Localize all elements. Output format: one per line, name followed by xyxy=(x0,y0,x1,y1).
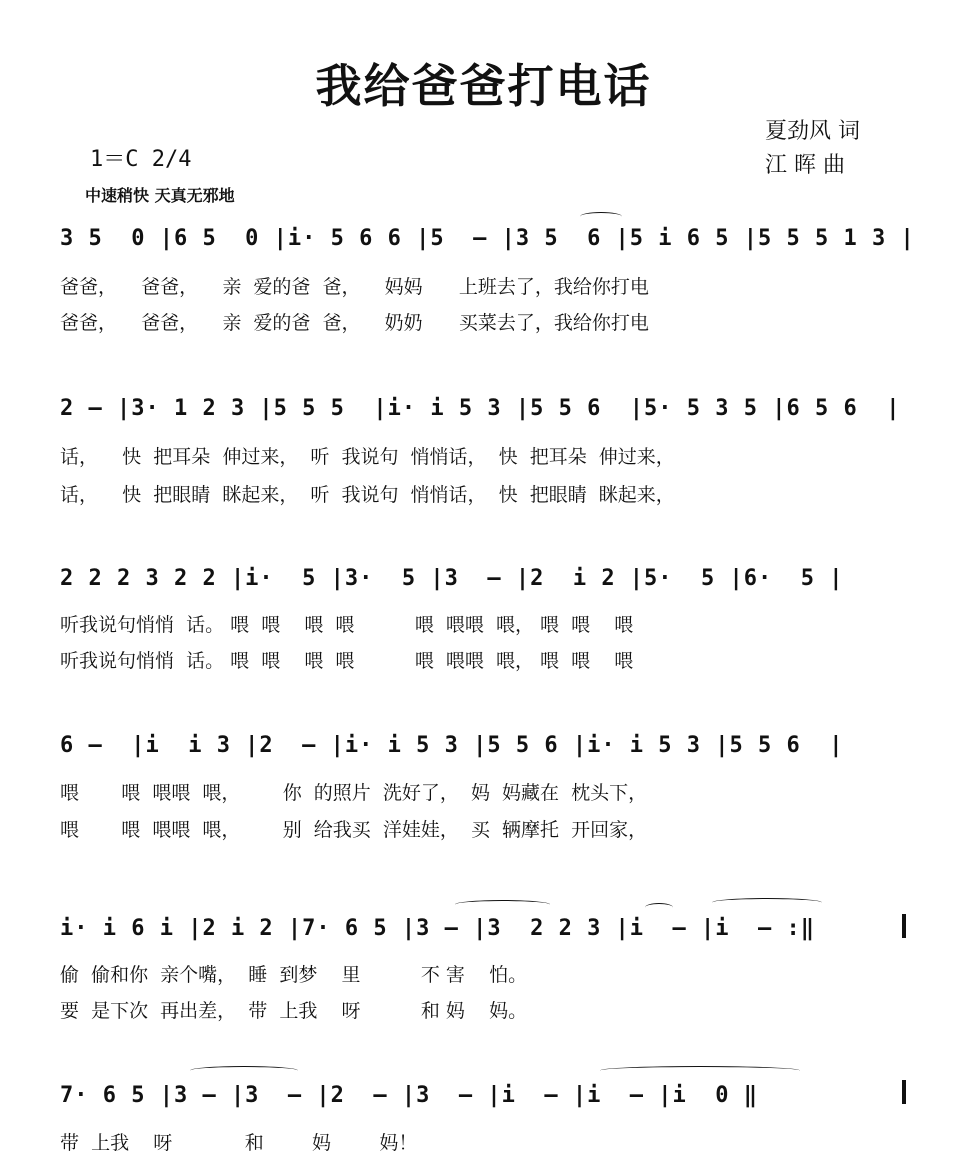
tie-mark xyxy=(600,1066,800,1075)
key-signature: 1＝C 2/4 xyxy=(90,147,192,172)
lyricist-credit: 夏劲风 词 xyxy=(765,119,860,144)
notation-line-3: 2 2 2 3 2 2 |i· 5 |3· 5 |3 – |2 i 2 |5· 5 |6· 5 | xyxy=(60,566,844,591)
tie-mark xyxy=(712,898,822,907)
tempo-marking: 中速稍快 天真无邪地 xyxy=(85,186,235,205)
lyrics-verse1-line-2: 话， 快 把耳朵 伸过来， 听 我说句 悄悄话， 快 把耳朵 伸过来， xyxy=(60,446,675,468)
slur-mark xyxy=(580,212,622,221)
repeat-barline xyxy=(902,914,906,938)
lyrics-verse2-line-3: 听我说句悄悄 话。 喂 喂 喂 喂 喂 喂喂 喂， 喂 喂 喂 xyxy=(60,650,634,672)
lyrics-verse2-line-4: 喂 喂 喂喂 喂， 别 给我买 洋娃娃， 买 辆摩托 开回家， xyxy=(60,819,648,841)
notation-line-1: 3 5 0 |6 5 0 |i· 5 6 6 |5 – |3 5 6 |5 i 6 5 |5 5 5 1 3 | xyxy=(60,226,915,251)
lyrics-verse2-line-5: 要 是下次 再出差， 带 上我 呀 和 妈 妈。 xyxy=(60,1000,528,1022)
tie-mark xyxy=(190,1066,298,1075)
notation-line-6: 7· 6 5 |3 – |3 – |2 – |3 – |i – |i – |i 0 ‖ xyxy=(60,1083,759,1108)
lyrics-verse2-line-1: 爸爸， 爸爸， 亲 爱的爸 爸， 奶奶 买菜去了，我给你打电 xyxy=(60,312,649,334)
lyrics-verse1-line-4: 喂 喂 喂喂 喂， 你 的照片 洗好了， 妈 妈藏在 枕头下， xyxy=(60,782,648,804)
notation-line-2: 2 – |3· 1 2 3 |5 5 5 |i· i 5 3 |5 5 6 |5· 5 3 5 |6 5 6 | xyxy=(60,396,901,421)
lyrics-verse2-line-2: 话， 快 把眼睛 眯起来， 听 我说句 悄悄话， 快 把眼睛 眯起来， xyxy=(60,484,675,506)
slur-mark xyxy=(645,903,673,912)
notation-line-5: i· i 6 i |2 i 2 |7· 6 5 |3 – |3 2 2 3 |i – |i – :‖ xyxy=(60,916,815,941)
lyrics-verse1-line-3: 听我说句悄悄 话。 喂 喂 喂 喂 喂 喂喂 喂， 喂 喂 喂 xyxy=(60,614,634,636)
composer-credit: 江 晖 曲 xyxy=(765,153,845,178)
lyrics-verse1-line-5: 偷 偷和你 亲个嘴， 睡 到梦 里 不 害 怕。 xyxy=(60,964,528,986)
lyrics-final-line: 带 上我 呀 和 妈 妈！ xyxy=(60,1132,418,1154)
final-barline xyxy=(902,1080,906,1104)
notation-line-4: 6 – |i i 3 |2 – |i· i 5 3 |5 5 6 |i· i 5 3 |5 5 6 | xyxy=(60,733,844,758)
song-title: 我给爸爸打电话 xyxy=(315,59,652,113)
tie-mark xyxy=(455,900,550,909)
lyrics-verse1-line-1: 爸爸， 爸爸， 亲 爱的爸 爸， 妈妈 上班去了，我给你打电 xyxy=(60,276,649,298)
